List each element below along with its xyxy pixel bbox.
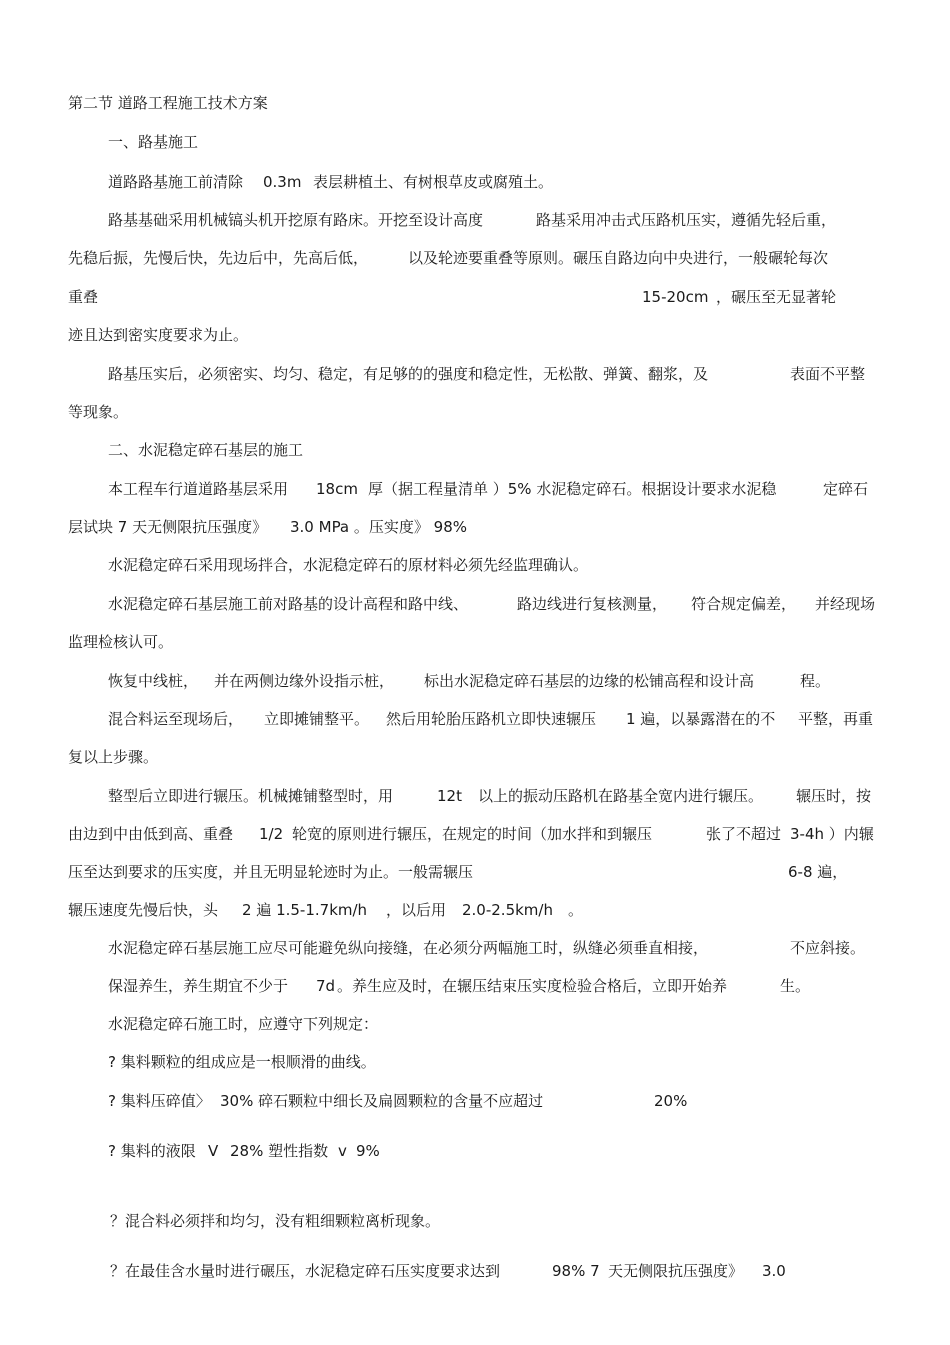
paragraph-text: 先稳后振，先慢后快，先边后中，先高后低， xyxy=(68,249,369,267)
paragraph-text: 水泥稳定碎石采用现场拌合，水泥稳定碎石的原材料必须先经监理确认。 xyxy=(108,556,589,574)
paragraph-text: 辗压速度先慢后快，头 xyxy=(68,901,219,919)
paragraph-text: 辗压时，按 xyxy=(796,787,872,805)
paragraph-text: 路基基础采用机械镐头机开挖原有路床。开挖至设计高度 xyxy=(108,211,484,229)
paragraph-text: 本工程车行道道路基层采用 xyxy=(108,480,289,498)
list-item: 天无侧限抗压强度》 xyxy=(608,1262,744,1280)
paragraph-text: 18cm xyxy=(316,480,358,498)
paragraph-text: 水泥稳定碎石施工时，应遵守下列规定： xyxy=(108,1015,379,1033)
section-1-heading: 一、路基施工 xyxy=(108,133,199,151)
list-item: ？混合料必须拌和均匀，没有粗细颗粒离析现象。 xyxy=(110,1212,441,1230)
paragraph-text: 等现象。 xyxy=(68,403,129,421)
paragraph-text: 道路路基施工前清除 xyxy=(108,173,244,191)
paragraph-text: 轮宽的原则进行辗压，在规定的时间（加水拌和到辗压 xyxy=(292,825,653,843)
paragraph-text: 12t xyxy=(437,787,462,805)
list-item: ？在最佳含水量时进行碾压，水泥稳定碎石压实度要求达到 xyxy=(110,1262,501,1280)
paragraph-text: 0.3m xyxy=(263,173,302,191)
list-item: 20% xyxy=(654,1092,688,1110)
paragraph-text: 由边到中由低到高、重叠 xyxy=(68,825,234,843)
paragraph-text: 3-4h ）内辗 xyxy=(790,825,874,843)
paragraph-text: 6-8 遍， xyxy=(788,863,848,881)
paragraph-text: 复以上步骤。 xyxy=(68,748,159,766)
paragraph-text: 层试块 7 天无侧限抗压强度》 xyxy=(68,518,268,536)
paragraph-text: 1 遍，以暴露潜在的不 xyxy=(626,710,776,728)
paragraph-text: 并在两侧边缘外设指示桩， xyxy=(214,672,395,690)
paragraph-text: 水泥稳定碎石基层施工前对路基的设计高程和路中线、 xyxy=(108,595,469,613)
paragraph-text: 路边线进行复核测量， xyxy=(517,595,668,613)
paragraph-text: ，以后用 xyxy=(386,901,447,919)
list-item: ? 集料的液限 xyxy=(108,1142,196,1160)
paragraph-text: 路基压实后，必须密实、均匀、稳定，有足够的的强度和稳定性，无松散、弹簧、翻浆，及 xyxy=(108,365,709,383)
paragraph-text: 混合料运至现场后， xyxy=(108,710,244,728)
paragraph-text: 2.0-2.5km/h xyxy=(462,901,553,919)
paragraph-text: 2 遍 1.5-1.7km/h xyxy=(242,901,368,919)
paragraph-text: 并经现场 xyxy=(815,595,876,613)
list-item: v xyxy=(338,1142,347,1160)
paragraph-text: 重叠 xyxy=(68,288,99,306)
paragraph-text: 7d xyxy=(316,977,336,995)
paragraph-text: 张了不超过 xyxy=(706,825,782,843)
paragraph-text: 生。 xyxy=(780,977,811,995)
paragraph-text: 迹且达到密实度要求为止。 xyxy=(68,326,249,344)
paragraph-text: 15-20cm xyxy=(642,288,709,306)
paragraph-text: 然后用轮胎压路机立即快速辗压 xyxy=(386,710,597,728)
list-item: V xyxy=(208,1142,219,1160)
paragraph-text: 整型后立即进行辗压。机械摊铺整型时，用 xyxy=(108,787,394,805)
paragraph-text: 。养生应及时，在辗压结束压实度检验合格后，立即开始养 xyxy=(337,977,728,995)
paragraph-text: 以上的振动压路机在路基全宽内进行辗压。 xyxy=(478,787,764,805)
paragraph-text: 符合规定偏差， xyxy=(691,595,797,613)
paragraph-text: 监理检核认可。 xyxy=(68,633,174,651)
paragraph-text: ，碾压至无显著轮 xyxy=(716,288,837,306)
section-2-heading: 二、水泥稳定碎石基层的施工 xyxy=(108,441,304,459)
paragraph-text: 压至达到要求的压实度，并且无明显轮迹时为止。一般需辗压 xyxy=(68,863,474,881)
list-item: 98% 7 xyxy=(552,1262,600,1280)
paragraph-text: 定碎石 xyxy=(823,480,869,498)
paragraph-text: 路基采用冲击式压路机压实，遵循先轻后重， xyxy=(536,211,837,229)
list-item: 3.0 xyxy=(762,1262,786,1280)
paragraph-text: 立即摊铺整平。 xyxy=(264,710,370,728)
paragraph-text: 厚（据工程量清单 ）5% 水泥稳定碎石。根据设计要求水泥稳 xyxy=(368,480,777,498)
paragraph-text: 以及轮迹要重叠等原则。碾压自路边向中央进行，一般碾轮每次 xyxy=(408,249,829,267)
section-title: 第二节 道路工程施工技术方案 xyxy=(68,94,268,112)
paragraph-text: 不应斜接。 xyxy=(790,939,866,957)
list-item: 28% 塑性指数 xyxy=(230,1142,329,1160)
paragraph-text: 表层耕植土、有树根草皮或腐殖土。 xyxy=(313,173,554,191)
paragraph-text: 表面不平整 xyxy=(790,365,866,383)
paragraph-text: 保湿养生，养生期宜不少于 xyxy=(108,977,289,995)
list-item: ? 集料颗粒的组成应是一根顺滑的曲线。 xyxy=(108,1053,376,1071)
paragraph-text: 1/2 xyxy=(259,825,284,843)
paragraph-text: 标出水泥稳定碎石基层的边缘的松铺高程和设计高 xyxy=(424,672,755,690)
list-item: 30% 碎石颗粒中细长及扁圆颗粒的含量不应超过 xyxy=(220,1092,544,1110)
paragraph-text: 水泥稳定碎石基层施工应尽可能避免纵向接缝，在必须分两幅施工时，纵缝必须垂直相接， xyxy=(108,939,709,957)
list-item: 9% xyxy=(356,1142,380,1160)
paragraph-text: 。 xyxy=(568,901,584,919)
paragraph-text: 程。 xyxy=(800,672,831,690)
paragraph-text: 平整，再重 xyxy=(798,710,874,728)
paragraph-text: 恢复中线桩， xyxy=(108,672,199,690)
paragraph-text: 3.0 MPa 。压实度》 98% xyxy=(290,518,468,536)
list-item: ? 集料压碎值〉 xyxy=(108,1092,211,1110)
